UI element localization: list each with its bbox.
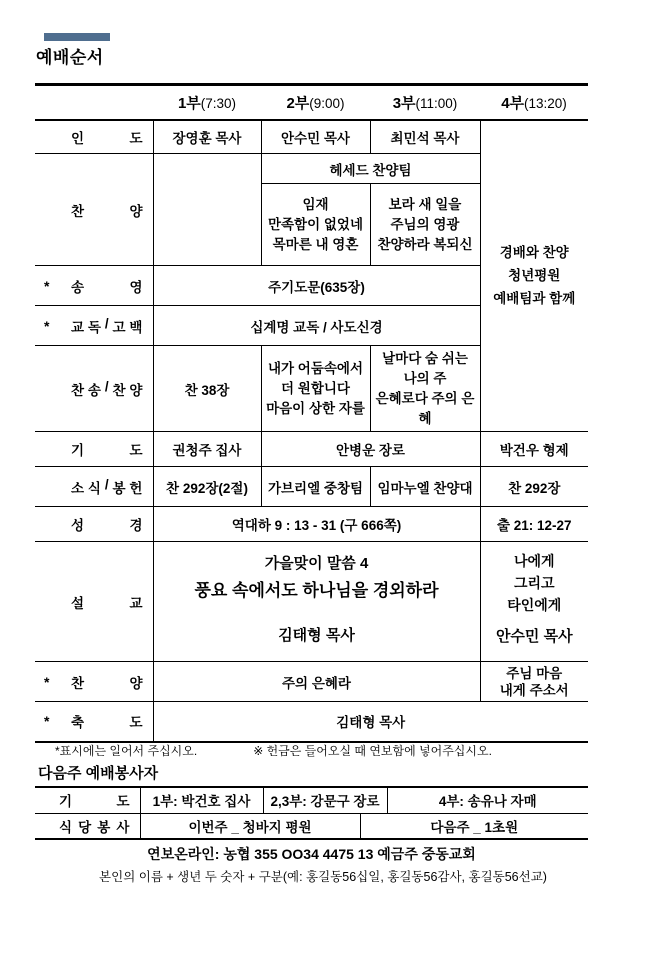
row-announcements-offering [35, 467, 588, 507]
gloria-value: 주기도문(635장) [153, 266, 480, 306]
praise-2bu-song-2: 만족함이 없었네 [267, 216, 364, 232]
row-scripture-label-cell [35, 507, 153, 542]
bu4-note-line-1: 경배와 찬양 [499, 245, 569, 261]
bu4-note-line-3: 예배팀과 함께 [493, 291, 576, 307]
praise-2bu-song-3: 목마른 내 영혼 [272, 236, 359, 252]
hymn-songs-2bu [261, 346, 370, 432]
header-service-2 [261, 85, 370, 120]
leading-1bu: 장영훈 목사 [153, 120, 261, 154]
row-leading [35, 120, 588, 154]
sermon-4bu-preacher: 안수민 목사 [495, 628, 573, 645]
offering-name-format-note: 본인의 이름 + 생년 두 숫자 + 구분(예: 홍길동56십일, 홍길동56감사, 홍길동56선교) [99, 870, 547, 884]
row-responsive-label: 교 독 / 고 백 [71, 315, 143, 335]
service-4-time: (13:20) [524, 95, 567, 111]
footnote-offering-note: ※ 헌금은 들어오실 때 연보함에 넣어주십시오. [253, 744, 492, 758]
praise2-4bu-line-1: 주님 마음 [506, 665, 563, 681]
row-prayer-label-cell [35, 432, 153, 467]
prayer-1bu: 권청주 집사 [153, 432, 261, 467]
service-1-time: (7:30) [200, 95, 237, 111]
praise-team: 헤세드 찬양팀 [261, 154, 480, 184]
header-label-cell [35, 85, 153, 120]
prayer-2-3bu: 안병운 장로 [261, 432, 480, 467]
praise-3bu-song-3: 찬양하라 복되신 [377, 236, 473, 252]
hymn-3bu-song-1: 날마다 숨 쉬는 [382, 350, 468, 366]
hymn-2bu-song-1: 내가 어둠속에서 [267, 360, 364, 376]
next-week-dining-row [35, 813, 588, 839]
next-week-table [35, 786, 588, 840]
praise-2bu-song-1: 임재 [302, 196, 329, 212]
title-accent-bar [44, 33, 110, 41]
praise-3bu-song-1: 보라 새 일을 [388, 196, 462, 212]
nw-prayer-label-cell [35, 787, 140, 813]
online-offering-account: 연보온라인: 농협 355 OO34 4475 13 예금주 중동교회 [147, 846, 476, 862]
header-service-4 [480, 85, 588, 120]
row-benediction-label: 축 도 [71, 715, 143, 731]
hymn-3bu-song-3: 은혜로다 주의 은혜 [375, 390, 475, 426]
stand-asterisk: * [44, 277, 50, 294]
row-praise2-label-cell [35, 662, 153, 702]
benediction-value: 김태형 목사 [153, 702, 588, 742]
row-responsive-label-cell [35, 306, 153, 346]
nw-dining-this-week: 이번주 _ 청바지 평원 [140, 813, 360, 839]
row-offering-label: 소 식 / 봉 헌 [71, 476, 143, 496]
praise2-4bu-line-2: 내게 주소서 [499, 682, 569, 698]
service-3-no: 3부 [392, 94, 416, 112]
bu4-note-line-2: 청년평원 [508, 268, 561, 284]
row-sermon [35, 542, 588, 662]
sermon-main-cell [153, 542, 480, 662]
next-week-prayer-row [35, 787, 588, 813]
header-service-1 [153, 85, 261, 120]
service-3-time: (11:00) [415, 95, 458, 111]
sermon-series-title: 가을맞이 말씀 4 [264, 555, 369, 572]
row-gloria-label-cell [35, 266, 153, 306]
praise-3bu-song-2: 주님의 영광 [390, 216, 460, 232]
header-service-3 [370, 85, 480, 120]
footnote-stand-note: *표시에는 일어서 주십시오. [55, 744, 198, 758]
service-4-merged-note [480, 120, 588, 432]
service-1-no: 1부 [177, 94, 201, 112]
praise2-4bu [480, 662, 588, 702]
row-praise2-label: 찬 양 [71, 675, 143, 691]
row-benediction [35, 702, 588, 742]
leading-2bu: 안수민 목사 [261, 120, 370, 154]
row-praise-2 [35, 662, 588, 702]
service-2-no: 2부 [286, 94, 310, 112]
sermon-4bu-cell [480, 542, 588, 662]
header-row [35, 85, 588, 120]
sermon-preacher: 김태형 목사 [278, 627, 355, 644]
hymn-3bu-song-2: 나의 주 [403, 370, 447, 386]
nw-dining-next-week: 다음주 _ 1초원 [360, 813, 588, 839]
row-sermon-label: 설 교 [71, 595, 143, 611]
nw-prayer-1bu: 1부: 박건호 집사 [140, 787, 263, 813]
stand-asterisk: * [44, 673, 50, 690]
offering-3bu: 임마누엘 찬양대 [370, 467, 480, 507]
scripture-1-3bu: 역대하 9 : 13 - 31 (구 666쪽) [153, 507, 480, 542]
responsive-value: 십계명 교독 / 사도신경 [153, 306, 480, 346]
leading-3bu: 최민석 목사 [370, 120, 480, 154]
row-offering-label-cell [35, 467, 153, 507]
row-prayer-label: 기 도 [71, 443, 143, 458]
hymn-2bu-song-3: 마음이 상한 자를 [266, 400, 365, 416]
row-leading-label-cell [35, 120, 153, 154]
scripture-4bu: 출 21: 12-27 [480, 507, 588, 542]
row-scripture-label: 성 경 [71, 518, 143, 533]
row-sermon-label-cell [35, 542, 153, 662]
row-prayer [35, 432, 588, 467]
sermon-4bu-line-1: 나에게 [513, 553, 555, 569]
next-week-heading: 다음주 예배봉사자 [38, 765, 159, 782]
row-benediction-label-cell [35, 702, 153, 742]
service-4-no: 4부 [501, 94, 525, 112]
hymn-1bu: 찬 38장 [153, 346, 261, 432]
praise-songs-3bu [370, 184, 480, 266]
nw-prayer-4bu: 4부: 송유나 자매 [387, 787, 588, 813]
row-praise-label-cell [35, 154, 153, 266]
hymn-songs-3bu [370, 346, 480, 432]
page-title: 예배순서 [36, 48, 104, 67]
nw-prayer-label: 기 도 [59, 794, 130, 810]
stand-asterisk: * [44, 317, 50, 334]
sermon-4bu-line-2: 그리고 [513, 575, 555, 591]
table-footnote [35, 742, 588, 759]
row-gloria-label: 송 영 [71, 279, 143, 295]
offering-4bu: 찬 292장 [480, 467, 588, 507]
sermon-title: 풍요 속에서도 하나님을 경외하라 [194, 581, 439, 600]
row-scripture [35, 507, 588, 542]
praise-1bu-empty [153, 154, 261, 266]
row-hymn-label: 찬 송 / 찬 양 [71, 378, 143, 398]
hymn-2bu-song-2: 더 원합니다 [281, 380, 350, 396]
praise-songs-2bu [261, 184, 370, 266]
stand-asterisk: * [44, 713, 50, 730]
service-2-time: (9:00) [309, 95, 345, 111]
nw-dining-label: 식 당 봉 사 [59, 819, 130, 835]
sermon-4bu-line-3: 타인에게 [507, 597, 562, 613]
praise2-1-3bu: 주의 은혜라 [153, 662, 480, 702]
offering-2bu: 가브리엘 중창팀 [261, 467, 370, 507]
row-leading-label: 인 도 [71, 130, 143, 146]
nw-dining-label-cell [35, 813, 140, 839]
row-praise-label: 찬 양 [71, 203, 143, 219]
nw-prayer-2-3bu: 2,3부: 강문구 장로 [263, 787, 387, 813]
service-order-table [35, 83, 588, 743]
offering-1bu: 찬 292장(2절) [153, 467, 261, 507]
prayer-4bu: 박건우 형제 [480, 432, 588, 467]
row-hymn-label-cell [35, 346, 153, 432]
